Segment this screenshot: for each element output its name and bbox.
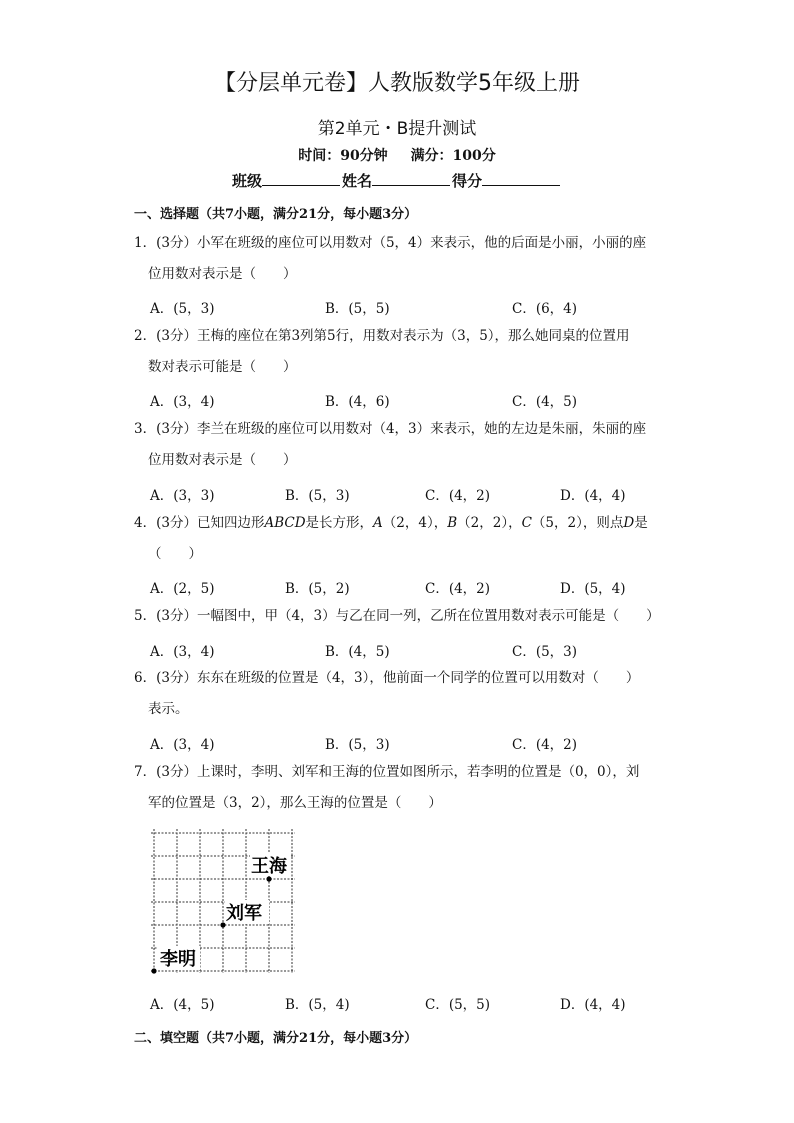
name-label: 姓名: [342, 172, 373, 190]
option-c[interactable]: C．(4，2): [425, 581, 491, 597]
option-c[interactable]: C．(5，3): [512, 644, 578, 660]
class-label: 班级: [232, 172, 263, 190]
option-c[interactable]: C．(5，5): [425, 997, 491, 1013]
question-2: [134, 321, 664, 383]
student-info-line: [232, 170, 562, 191]
option-d[interactable]: D．(4，4): [560, 488, 626, 504]
question-1: [134, 228, 664, 290]
time-limit: 时间：90分钟: [298, 148, 388, 164]
question-2-line1: 2．(3分）王梅的座位在第3列第5行，用数对表示为（3，5），那么她同桌的位置用: [134, 328, 630, 344]
point-wanghai: [266, 876, 271, 881]
question-3-line1: 3．(3分）李兰在班级的座位可以用数对（4，3）来表示，她的左边是朱丽，朱丽的座: [134, 421, 647, 437]
point-liming: [151, 968, 156, 973]
question-4-line1: 4．(3分）已知四边形ABCD是长方形，A（2，4），B（2，2），C（5，2），则点D是: [134, 515, 648, 531]
question-6-line2: 表示。: [148, 701, 189, 717]
point-liujun: [220, 922, 225, 927]
option-d[interactable]: D．(5，4): [560, 581, 626, 597]
option-b[interactable]: B．(4，6): [325, 394, 390, 410]
document-title: 【分层单元卷】人教版数学5年级上册: [214, 71, 580, 96]
option-a[interactable]: A．(2，5): [150, 581, 215, 597]
question-3-line2: 位用数对表示是（ ）: [148, 452, 297, 468]
document-subtitle: 第2单元・B提升测试: [317, 119, 477, 139]
label-wanghai: 王海: [251, 856, 287, 877]
option-b[interactable]: B．(5，3): [285, 488, 350, 504]
option-d[interactable]: D．(4，4): [560, 997, 626, 1013]
section-1-heading: 一、选择题（共7小题，满分21分，每小题3分）: [134, 207, 418, 222]
option-a[interactable]: A．(3，4): [150, 737, 215, 753]
seating-grid: [150, 828, 296, 974]
question-1-line2: 位用数对表示是（ ）: [148, 266, 297, 282]
option-b[interactable]: B．(4，5): [325, 644, 390, 660]
score-blank[interactable]: [482, 170, 560, 186]
question-7: [134, 757, 664, 819]
seating-grid-figure: [150, 828, 296, 978]
option-c[interactable]: C．(4，5): [512, 394, 578, 410]
full-score: 满分：100分: [410, 148, 496, 164]
section-2-heading: 二、填空题（共7小题，满分21分，每小题3分）: [134, 1031, 418, 1046]
time-score-line: [0, 145, 794, 165]
question-7-line1: 7．(3分）上课时，李明、刘军和王海的位置如图所示，若李明的位置是（0，0），刘: [134, 764, 640, 780]
name-blank[interactable]: [372, 170, 450, 186]
question-1-line1: 1．(3分）小军在班级的座位可以用数对（5，4）来表示，他的后面是小丽，小丽的座: [134, 235, 647, 251]
option-a[interactable]: A．(3，4): [150, 394, 215, 410]
option-a[interactable]: A．(3，4): [150, 644, 215, 660]
question-7-line2: 军的位置是（3，2），那么王海的位置是（ ）: [148, 795, 442, 811]
question-6: [134, 663, 664, 725]
option-a[interactable]: A．(5，3): [150, 301, 215, 317]
question-5-line1: 5．(3分）一幅图中，甲（4，3）与乙在同一列，乙所在位置用数对表示可能是（ ）: [134, 608, 660, 624]
option-b[interactable]: B．(5，2): [285, 581, 350, 597]
question-4-line2: （ ）: [148, 546, 202, 562]
option-b[interactable]: B．(5，5): [325, 301, 390, 317]
question-2-line2: 数对表示可能是（ ）: [148, 359, 297, 375]
option-b[interactable]: B．(5，4): [285, 997, 350, 1013]
question-5: [134, 601, 664, 632]
question-6-line1: 6．(3分）东东在班级的位置是（4，3），他前面一个同学的位置可以用数对（ ）: [134, 670, 640, 686]
question-3: [134, 414, 664, 476]
option-b[interactable]: B．(5，3): [325, 737, 390, 753]
label-liujun: 刘军: [226, 903, 262, 924]
class-blank[interactable]: [262, 170, 340, 186]
option-a[interactable]: A．(4，5): [150, 997, 215, 1013]
option-c[interactable]: C．(4，2): [512, 737, 578, 753]
question-4: [134, 508, 664, 570]
option-c[interactable]: C．(4，2): [425, 488, 491, 504]
option-a[interactable]: A．(3，3): [150, 488, 215, 504]
label-liming: 李明: [160, 949, 196, 970]
score-label: 得分: [452, 172, 483, 190]
option-c[interactable]: C．(6，4): [512, 301, 578, 317]
